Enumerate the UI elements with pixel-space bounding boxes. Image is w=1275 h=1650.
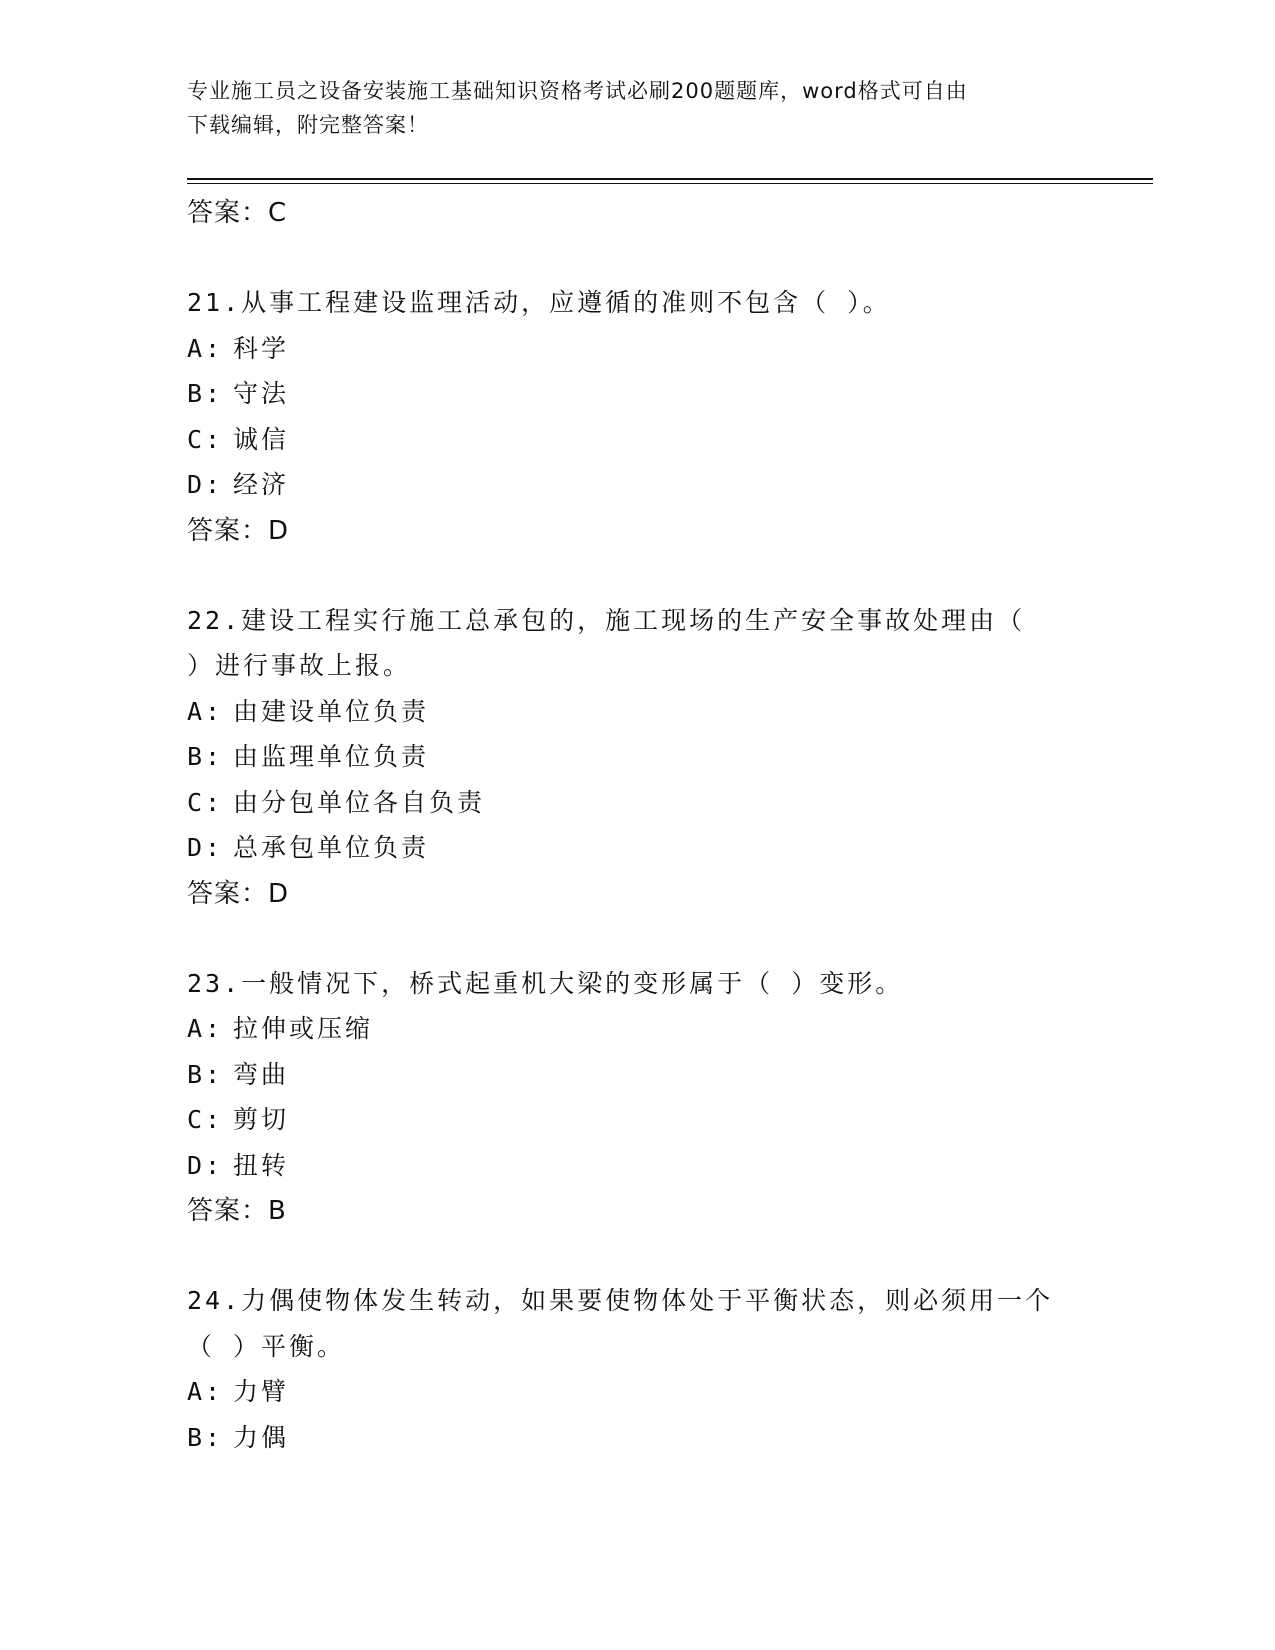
option-a	[187, 689, 1087, 735]
option-c	[187, 417, 1087, 463]
question-list	[187, 190, 1087, 1460]
option-label: D:	[187, 1150, 224, 1180]
question-block	[187, 961, 1087, 1235]
option-label: B:	[187, 742, 224, 771]
option-label: B:	[187, 1422, 224, 1452]
option-label: C:	[187, 787, 224, 817]
option-b	[187, 1052, 1087, 1098]
answer-line: 答案：D	[187, 878, 290, 909]
question-block	[187, 280, 1087, 554]
answer-line: 答案：C	[187, 198, 288, 228]
option-text: 力臂	[233, 1377, 290, 1406]
option-text: 拉伸或压缩	[233, 1014, 374, 1043]
option-text: 由监理单位负责	[233, 742, 430, 771]
option-label: C:	[187, 424, 224, 454]
option-text: 由分包单位各自负责	[233, 787, 486, 817]
question-block	[187, 1278, 1087, 1460]
option-c	[187, 780, 1087, 826]
document-header	[187, 74, 1087, 142]
answer-line: 答案：B	[187, 1196, 287, 1226]
option-c	[187, 1097, 1087, 1143]
option-text: 弯曲	[233, 1059, 290, 1089]
option-label: B:	[187, 1059, 224, 1089]
option-label: D:	[187, 470, 224, 499]
question-text-continued: （ ）平衡。	[187, 1331, 346, 1361]
option-label: D:	[187, 833, 224, 862]
option-text: 剪切	[233, 1105, 290, 1134]
option-a	[187, 1006, 1087, 1052]
header-divider-bottom	[187, 183, 1153, 184]
option-label: A:	[187, 696, 224, 726]
option-d	[187, 1143, 1087, 1189]
option-text: 力偶	[233, 1422, 290, 1452]
option-label: A:	[187, 333, 224, 363]
option-d	[187, 825, 1087, 871]
question-block	[187, 598, 1087, 917]
option-a	[187, 1369, 1087, 1415]
option-d	[187, 462, 1087, 508]
option-b	[187, 1415, 1087, 1461]
option-text: 科学	[233, 333, 290, 363]
option-text: 由建设单位负责	[233, 696, 430, 726]
option-label: C:	[187, 1105, 224, 1134]
question-text: 22.建设工程实行施工总承包的，施工现场的生产安全事故处理由（	[187, 605, 1026, 635]
option-b	[187, 734, 1087, 780]
option-a	[187, 326, 1087, 372]
answer-line: 答案：D	[187, 515, 290, 546]
option-text: 经济	[233, 470, 290, 499]
header-divider-top	[187, 178, 1153, 180]
option-label: A:	[187, 1377, 224, 1406]
option-b	[187, 371, 1087, 417]
option-text: 诚信	[233, 424, 290, 454]
header-line-1: 专业施工员之设备安装施工基础知识资格考试必刷200题题库，word格式可自由	[187, 79, 968, 103]
question-text: 24.力偶使物体发生转动，如果要使物体处于平衡状态，则必须用一个	[187, 1286, 1054, 1315]
option-text: 扭转	[233, 1150, 290, 1180]
question-text: 23.一般情况下，桥式起重机大梁的变形属于（ ）变形。	[187, 968, 904, 998]
question-text-continued: ）进行事故上报。	[187, 651, 412, 680]
option-text: 守法	[233, 379, 290, 408]
option-label: B:	[187, 379, 224, 408]
question-text: 21.从事工程建设监理活动，应遵循的准则不包含（ ）。	[187, 288, 891, 317]
header-line-2: 下载编辑，附完整答案！	[187, 113, 429, 137]
option-text: 总承包单位负责	[233, 833, 430, 862]
option-label: A:	[187, 1014, 224, 1043]
